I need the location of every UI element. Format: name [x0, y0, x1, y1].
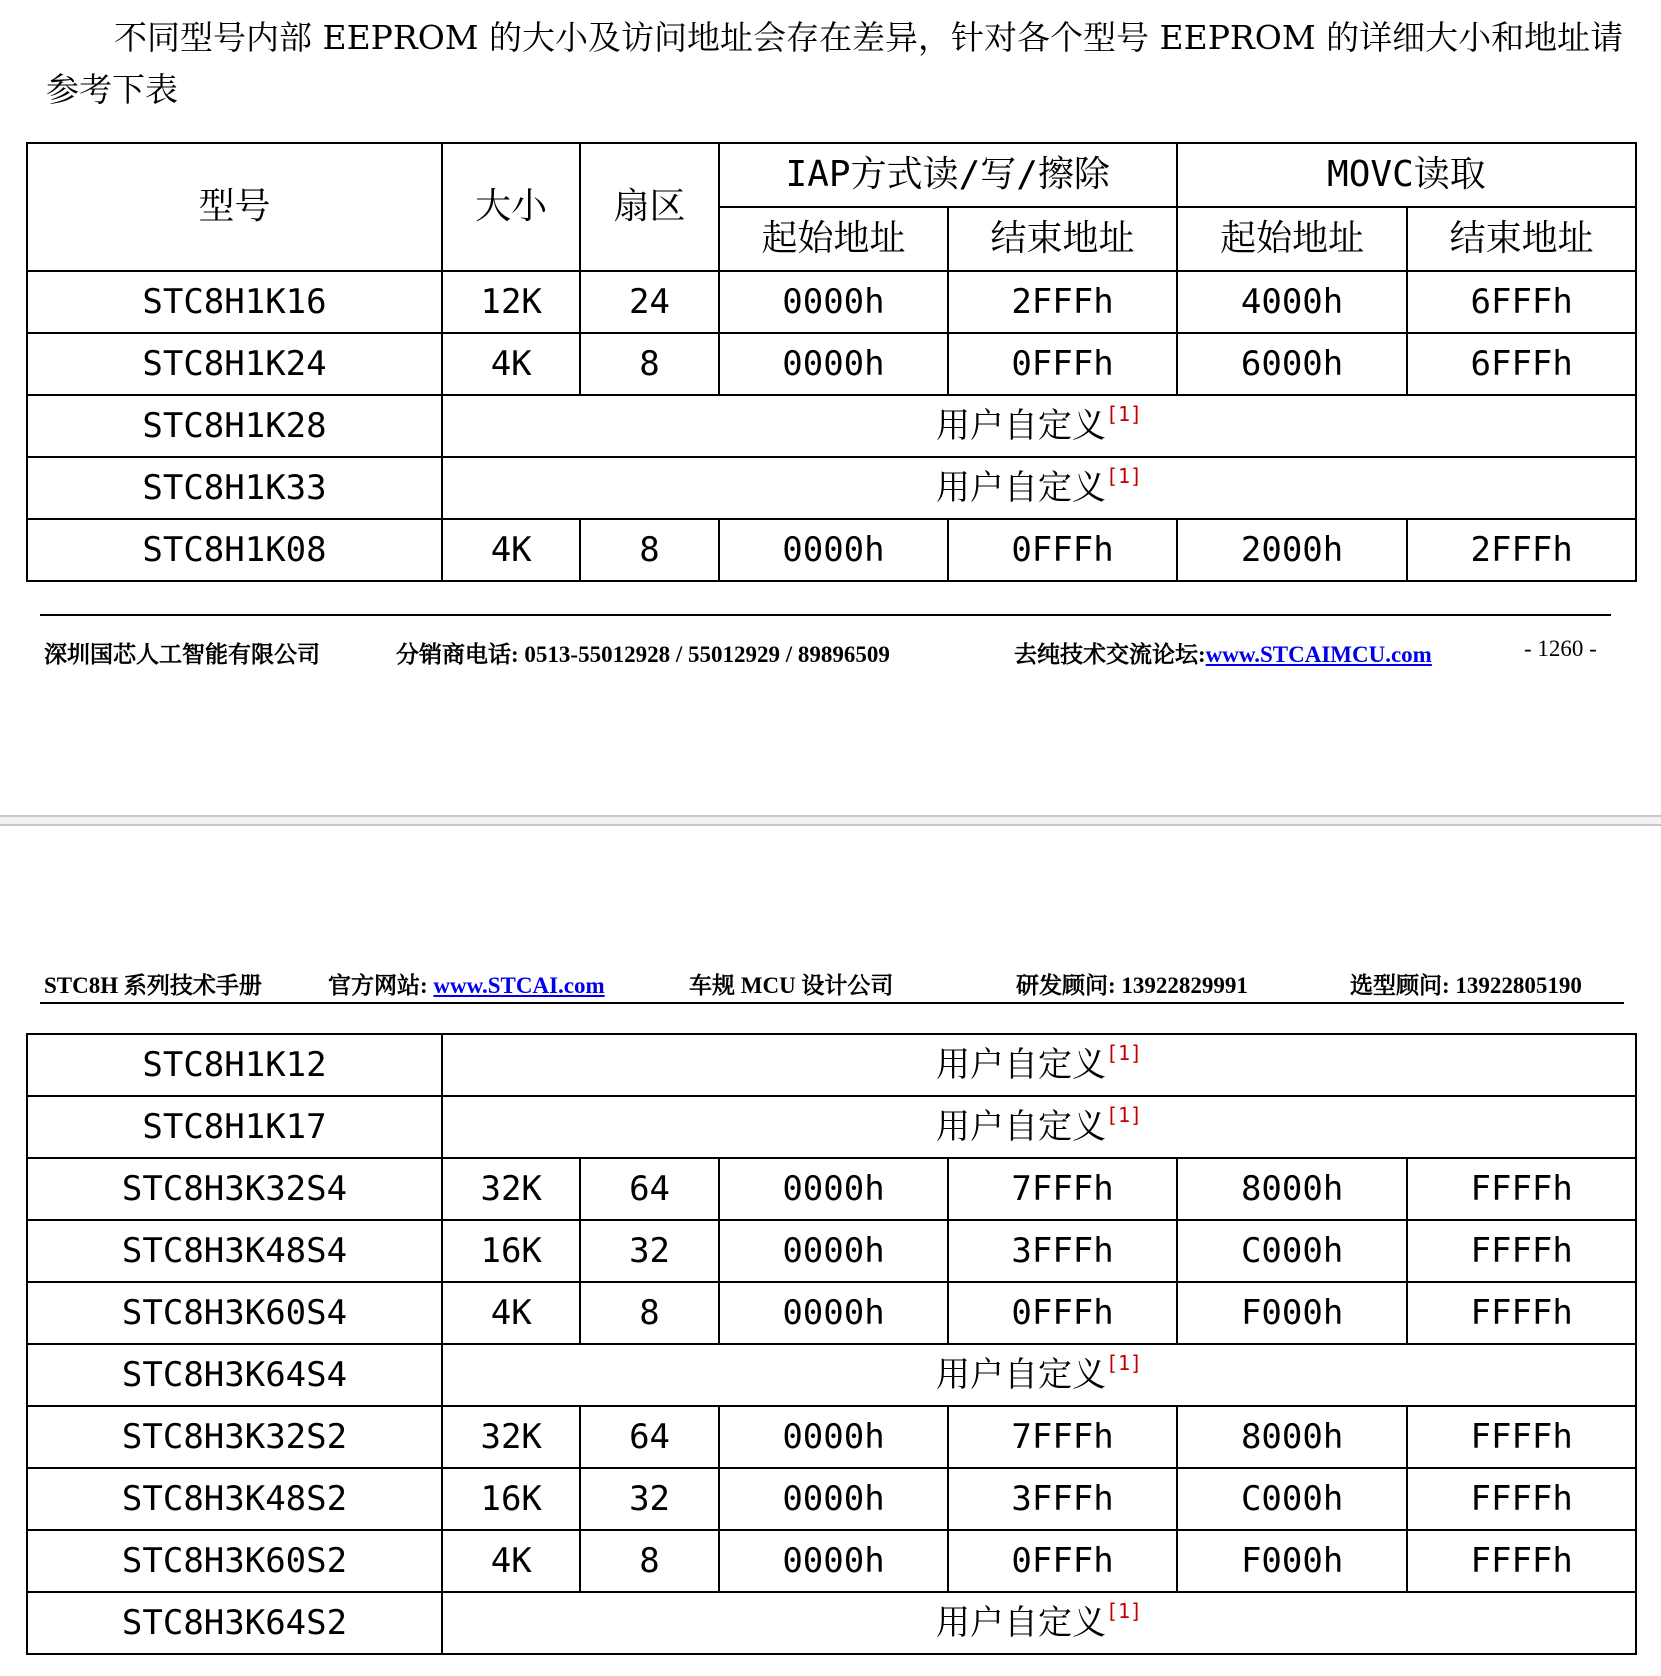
user-defined-text: 用户自定义: [935, 406, 1106, 446]
cell-movc-end: 6FFFh: [1407, 271, 1636, 333]
footer-forum-label: 去纯技术交流论坛:: [1014, 642, 1206, 667]
table-row: [27, 1282, 1636, 1344]
footnote-ref: [1]: [1105, 1103, 1143, 1127]
user-defined-text: 用户自定义: [935, 1603, 1106, 1643]
user-defined-text: 用户自定义: [935, 1355, 1106, 1395]
page-number: - 1260 -: [1524, 636, 1597, 661]
footer-forum: [1014, 636, 1432, 669]
header-slogan: 车规 MCU 设计公司: [689, 973, 894, 998]
footnote-ref: [1]: [1105, 1351, 1143, 1375]
cell-iap-end: 2FFFh: [948, 271, 1177, 333]
cell-user-defined: [442, 1096, 1636, 1158]
cell-movc-start: C000h: [1177, 1220, 1408, 1282]
table-body-part-1: [27, 271, 1636, 581]
cell-iap-start: 0000h: [719, 1220, 949, 1282]
cell-model: STC8H1K28: [27, 395, 442, 457]
cell-model: STC8H3K60S2: [27, 1530, 442, 1592]
page-header: [44, 967, 1624, 1003]
header-site-link[interactable]: www.STCAI.com: [433, 973, 605, 998]
footnote-ref: [1]: [1105, 1599, 1143, 1623]
cell-user-defined: [442, 395, 1636, 457]
cell-sector: 64: [580, 1158, 718, 1220]
cell-size: 32K: [442, 1406, 580, 1468]
cell-sector: 8: [580, 519, 718, 581]
cell-size: 4K: [442, 519, 580, 581]
cell-iap-start: 0000h: [719, 271, 949, 333]
header-iap-end: 结束地址: [948, 207, 1177, 271]
cell-movc-start: C000h: [1177, 1468, 1408, 1530]
cell-model: STC8H1K12: [27, 1034, 442, 1096]
page-footer: [44, 636, 1624, 672]
table-row: [27, 1468, 1636, 1530]
header-rule: [40, 1002, 1624, 1004]
header-rd-label: 研发顾问:: [1016, 973, 1116, 998]
table-row: [27, 1158, 1636, 1220]
header-site-label: 官方网站:: [328, 973, 428, 998]
cell-sector: 32: [580, 1220, 718, 1282]
cell-movc-start: 2000h: [1177, 519, 1408, 581]
cell-model: STC8H3K32S4: [27, 1158, 442, 1220]
cell-iap-end: 7FFFh: [948, 1158, 1177, 1220]
table-body-part-2: [27, 1034, 1636, 1654]
cell-iap-end: 3FFFh: [948, 1220, 1177, 1282]
cell-size: 32K: [442, 1158, 580, 1220]
user-defined-text: 用户自定义: [935, 1045, 1106, 1085]
footnote-ref: [1]: [1105, 1041, 1143, 1065]
cell-movc-start: 8000h: [1177, 1158, 1408, 1220]
cell-size: 4K: [442, 333, 580, 395]
cell-movc-start: F000h: [1177, 1530, 1408, 1592]
cell-sector: 8: [580, 1282, 718, 1344]
header-sel-phone: 13922805190: [1455, 973, 1582, 998]
cell-iap-end: 3FFFh: [948, 1468, 1177, 1530]
table-row: [27, 1220, 1636, 1282]
header-manual-title: STC8H 系列技术手册: [44, 973, 262, 998]
cell-user-defined: [442, 1034, 1636, 1096]
cell-iap-start: 0000h: [719, 333, 949, 395]
cell-model: STC8H1K16: [27, 271, 442, 333]
cell-iap-start: 0000h: [719, 519, 949, 581]
cell-movc-end: FFFFh: [1407, 1220, 1636, 1282]
table-row: [27, 1034, 1636, 1096]
header-movc-end: 结束地址: [1407, 207, 1636, 271]
table-header: [27, 143, 1636, 271]
user-defined-text: 用户自定义: [935, 1107, 1106, 1147]
document-page-1260: [0, 0, 1661, 815]
cell-model: STC8H1K08: [27, 519, 442, 581]
cell-size: 4K: [442, 1530, 580, 1592]
cell-movc-end: FFFFh: [1407, 1530, 1636, 1592]
user-defined-text: 用户自定义: [935, 468, 1106, 508]
footnote-ref: [1]: [1105, 464, 1143, 488]
cell-movc-end: FFFFh: [1407, 1158, 1636, 1220]
cell-sector: 32: [580, 1468, 718, 1530]
table-row: [27, 395, 1636, 457]
header-sel-label: 选型顾问:: [1350, 973, 1450, 998]
document-page-next: [0, 826, 1661, 1676]
header-sel: [1350, 967, 1582, 1000]
cell-user-defined: [442, 457, 1636, 519]
cell-movc-end: FFFFh: [1407, 1468, 1636, 1530]
cell-model: STC8H1K17: [27, 1096, 442, 1158]
intro-paragraph: 不同型号内部 EEPROM 的大小及访问地址会存在差异，针对各个型号 EEPROM 的详细大小和地址请参考下表: [46, 18, 1624, 109]
cell-sector: 8: [580, 333, 718, 395]
cell-model: STC8H1K24: [27, 333, 442, 395]
cell-iap-start: 0000h: [719, 1158, 949, 1220]
cell-size: 16K: [442, 1220, 580, 1282]
header-size: 大小: [442, 143, 580, 271]
cell-iap-start: 0000h: [719, 1468, 949, 1530]
cell-size: 4K: [442, 1282, 580, 1344]
cell-sector: 24: [580, 271, 718, 333]
footer-phone: [396, 636, 890, 669]
header-sector: 扇区: [580, 143, 718, 271]
footer-phone-numbers: 0513-55012928 / 55012929 / 89896509: [524, 642, 890, 667]
table-row: [27, 1406, 1636, 1468]
table-row: [27, 1530, 1636, 1592]
header-movc: MOVC读取: [1177, 143, 1636, 207]
cell-movc-start: F000h: [1177, 1282, 1408, 1344]
cell-user-defined: [442, 1592, 1636, 1654]
cell-model: STC8H3K64S2: [27, 1592, 442, 1654]
header-iap-start: 起始地址: [719, 207, 949, 271]
table-row: [27, 457, 1636, 519]
cell-size: 12K: [442, 271, 580, 333]
cell-iap-start: 0000h: [719, 1406, 949, 1468]
table-row: [27, 333, 1636, 395]
table-row: [27, 519, 1636, 581]
footer-rule: [40, 614, 1611, 616]
cell-iap-end: 0FFFh: [948, 1282, 1177, 1344]
cell-model: STC8H3K32S2: [27, 1406, 442, 1468]
cell-user-defined: [442, 1344, 1636, 1406]
cell-iap-start: 0000h: [719, 1530, 949, 1592]
cell-movc-end: 2FFFh: [1407, 519, 1636, 581]
cell-movc-end: 6FFFh: [1407, 333, 1636, 395]
page-separator: [0, 815, 1661, 826]
table-row: [27, 1592, 1636, 1654]
footer-phone-label: 分销商电话:: [396, 642, 519, 667]
table-row: [27, 271, 1636, 333]
cell-model: STC8H3K48S4: [27, 1220, 442, 1282]
header-model: 型号: [27, 143, 442, 271]
cell-size: 16K: [442, 1468, 580, 1530]
eeprom-table-part-1: [26, 142, 1637, 582]
header-rd-phone: 13922829991: [1121, 973, 1248, 998]
cell-movc-start: 6000h: [1177, 333, 1408, 395]
eeprom-table-part-2: [26, 1033, 1637, 1655]
cell-sector: 64: [580, 1406, 718, 1468]
cell-iap-end: 7FFFh: [948, 1406, 1177, 1468]
cell-movc-end: FFFFh: [1407, 1282, 1636, 1344]
cell-iap-start: 0000h: [719, 1282, 949, 1344]
footnote-ref: [1]: [1105, 402, 1143, 426]
cell-movc-end: FFFFh: [1407, 1406, 1636, 1468]
footer-forum-link[interactable]: www.STCAIMCU.com: [1205, 642, 1432, 667]
cell-sector: 8: [580, 1530, 718, 1592]
cell-model: STC8H3K60S4: [27, 1282, 442, 1344]
cell-model: STC8H3K48S2: [27, 1468, 442, 1530]
cell-model: STC8H3K64S4: [27, 1344, 442, 1406]
cell-iap-end: 0FFFh: [948, 333, 1177, 395]
cell-movc-start: 4000h: [1177, 271, 1408, 333]
cell-iap-end: 0FFFh: [948, 519, 1177, 581]
header-movc-start: 起始地址: [1177, 207, 1408, 271]
header-site: [328, 967, 605, 1000]
cell-movc-start: 8000h: [1177, 1406, 1408, 1468]
table-row: [27, 1096, 1636, 1158]
footer-company: 深圳国芯人工智能有限公司: [44, 642, 320, 667]
header-iap: IAP方式读/写/擦除: [719, 143, 1177, 207]
header-rd: [1016, 967, 1248, 1000]
cell-model: STC8H1K33: [27, 457, 442, 519]
table-row: [27, 1344, 1636, 1406]
cell-iap-end: 0FFFh: [948, 1530, 1177, 1592]
